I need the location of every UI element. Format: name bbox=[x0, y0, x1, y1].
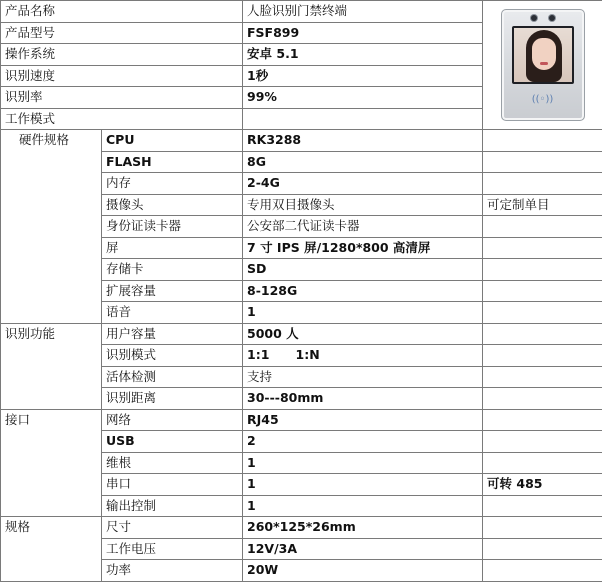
item-value: 公安部二代证读卡器 bbox=[243, 216, 483, 238]
item-value: 30---80mm bbox=[243, 388, 483, 410]
dual-camera bbox=[502, 15, 584, 21]
item-label: 维根 bbox=[102, 452, 243, 474]
item-value: RK3288 bbox=[243, 130, 483, 152]
item-value: 2 bbox=[243, 431, 483, 453]
item-value: 20W bbox=[243, 560, 483, 582]
nfc-icon: ((◦)) bbox=[531, 94, 554, 105]
table-row bbox=[1, 1, 602, 23]
item-note bbox=[483, 388, 602, 410]
item-note bbox=[483, 409, 602, 431]
row-label: 产品型号 bbox=[1, 22, 243, 44]
item-note bbox=[483, 366, 602, 388]
item-note bbox=[483, 452, 602, 474]
item-note bbox=[483, 431, 602, 453]
item-label: 身份证读卡器 bbox=[102, 216, 243, 238]
item-label: 内存 bbox=[102, 173, 243, 195]
item-note bbox=[483, 151, 602, 173]
item-value: 专用双目摄像头 bbox=[243, 194, 483, 216]
item-value: RJ45 bbox=[243, 409, 483, 431]
product-photo bbox=[483, 1, 602, 130]
row-value: 人脸识别门禁终端 bbox=[243, 1, 483, 23]
item-value: 1 bbox=[243, 495, 483, 517]
table-row bbox=[1, 323, 602, 345]
item-value: 8-128G bbox=[243, 280, 483, 302]
item-note bbox=[483, 538, 602, 560]
item-label: 识别模式 bbox=[102, 345, 243, 367]
item-note: 可转 485 bbox=[483, 474, 602, 496]
item-note bbox=[483, 216, 602, 238]
device-screen bbox=[512, 26, 574, 84]
row-value: 1秒 bbox=[243, 65, 483, 87]
item-label: 串口 bbox=[102, 474, 243, 496]
item-value: 5000 人 bbox=[243, 323, 483, 345]
item-value: 7 寸 IPS 屏/1280*800 高清屏 bbox=[243, 237, 483, 259]
item-label: 输出控制 bbox=[102, 495, 243, 517]
item-label: 尺寸 bbox=[102, 517, 243, 539]
item-label: 存储卡 bbox=[102, 259, 243, 281]
item-note bbox=[483, 345, 602, 367]
item-label: 扩展容量 bbox=[102, 280, 243, 302]
row-value: 安卓 5.1 bbox=[243, 44, 483, 66]
item-label: 用户容量 bbox=[102, 323, 243, 345]
item-label: 识别距离 bbox=[102, 388, 243, 410]
item-note bbox=[483, 259, 602, 281]
camera-lens-icon bbox=[531, 15, 537, 21]
group-label-hardware: 硬件规格 bbox=[1, 130, 102, 324]
item-label: USB bbox=[102, 431, 243, 453]
face-terminal-image bbox=[501, 9, 585, 121]
item-note bbox=[483, 237, 602, 259]
row-value bbox=[243, 108, 483, 130]
item-note bbox=[483, 130, 602, 152]
item-label: 语音 bbox=[102, 302, 243, 324]
row-value: FSF899 bbox=[243, 22, 483, 44]
item-note bbox=[483, 302, 602, 324]
table-row bbox=[1, 517, 602, 539]
row-label: 识别率 bbox=[1, 87, 243, 109]
item-value: 1:1 1:N bbox=[243, 345, 483, 367]
item-label: 活体检测 bbox=[102, 366, 243, 388]
item-value: 12V/3A bbox=[243, 538, 483, 560]
item-value: 8G bbox=[243, 151, 483, 173]
item-note: 可定制单目 bbox=[483, 194, 602, 216]
item-value: 260*125*26mm bbox=[243, 517, 483, 539]
item-value: 1 bbox=[243, 302, 483, 324]
group-label-interface: 接口 bbox=[1, 409, 102, 517]
item-note bbox=[483, 517, 602, 539]
item-label: 功率 bbox=[102, 560, 243, 582]
item-value: 1 bbox=[243, 452, 483, 474]
item-value: 2-4G bbox=[243, 173, 483, 195]
item-value: 1 bbox=[243, 474, 483, 496]
item-label: 屏 bbox=[102, 237, 243, 259]
item-label: CPU bbox=[102, 130, 243, 152]
item-note bbox=[483, 280, 602, 302]
item-value: 支持 bbox=[243, 366, 483, 388]
item-label: 工作电压 bbox=[102, 538, 243, 560]
item-label: 网络 bbox=[102, 409, 243, 431]
camera-lens-icon bbox=[549, 15, 555, 21]
row-value: 99% bbox=[243, 87, 483, 109]
row-label: 识别速度 bbox=[1, 65, 243, 87]
item-note bbox=[483, 173, 602, 195]
item-note bbox=[483, 495, 602, 517]
row-label: 产品名称 bbox=[1, 1, 243, 23]
table-row bbox=[1, 130, 602, 152]
item-note bbox=[483, 323, 602, 345]
item-label: FLASH bbox=[102, 151, 243, 173]
item-note bbox=[483, 560, 602, 582]
group-label-recognition: 识别功能 bbox=[1, 323, 102, 409]
table-row bbox=[1, 409, 602, 431]
row-label: 工作模式 bbox=[1, 108, 243, 130]
item-value: SD bbox=[243, 259, 483, 281]
row-label: 操作系统 bbox=[1, 44, 243, 66]
group-label-spec: 规格 bbox=[1, 517, 102, 582]
item-label: 摄像头 bbox=[102, 194, 243, 216]
